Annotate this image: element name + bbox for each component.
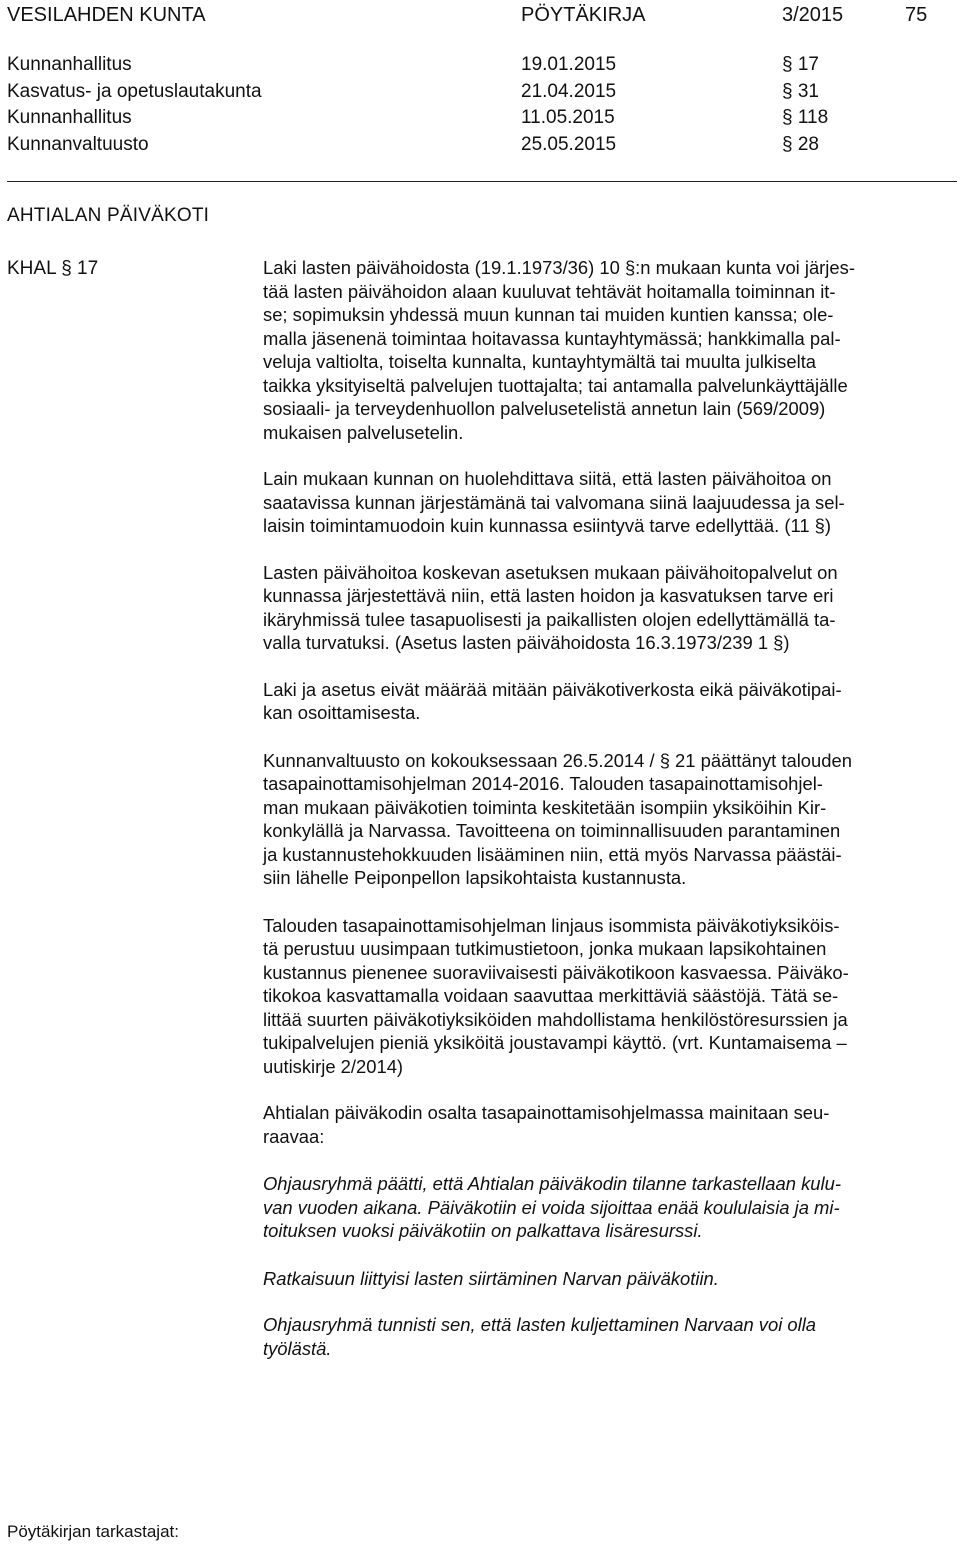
meeting-section: § 17 [782, 54, 819, 75]
paragraph-line: mukaisen palvelusetelin. [263, 421, 464, 443]
paragraph-line: taikka yksityiseltä palvelujen tuottajalta; tai antamalla palvelunkäyttäjälle [263, 374, 848, 396]
paragraph-line: tukipalvelujen pieniä yksiköitä joustavampi käyttö. (vrt. Kuntamaisema – [263, 1032, 847, 1053]
paragraph-line: Ohjausryhmä päätti, että Ahtialan päiväkodin tilanne tarkastellaan kulu- [263, 1173, 841, 1194]
paragraph-line: Laki lasten päivähoidosta (19.1.1973/36) 10 §:n mukaan kunta voi järjes- [263, 257, 855, 278]
paragraph-line: Laki ja asetus eivät määrää mitään päiväkotiverkosta eikä päiväkotipai- [263, 678, 842, 700]
meeting-body: Kunnanhallitus [7, 54, 132, 75]
meeting-date: 21.04.2015 [521, 80, 617, 102]
document-number: 3/2015 [782, 4, 844, 26]
paragraph-line: laisin toimintamuodoin kuin kunnassa esiintyvä tarve edellyttää. (11 §) [263, 515, 832, 536]
meeting-row [7, 132, 957, 159]
page-header [7, 2, 957, 30]
paragraph [263, 1101, 953, 1148]
paragraph-line: ikäryhmissä tulee tasapuolisesti ja paikallisten olojen edellyttämällä ta- [263, 608, 836, 630]
paragraph-line: Lasten päivähoitoa koskevan asetuksen mukaan päivähoitopalvelut on [263, 561, 838, 583]
municipality-name: VESILAHDEN KUNTA [7, 4, 206, 26]
paragraph-line: Talouden tasapainottamisohjelman linjaus isommista päiväkotiyksiköis- [263, 914, 840, 936]
paragraph [263, 1267, 953, 1291]
meeting-section: § 28 [782, 133, 819, 155]
paragraph-line: Kunnanvaltuusto on kokouksessaan 26.5.2014 / § 21 päättänyt talouden [263, 749, 852, 771]
paragraph-line: raavaa: [263, 1125, 325, 1147]
paragraph-line: uutiskirje 2/2014) [263, 1055, 404, 1077]
paragraph [263, 749, 953, 890]
paragraph-line: tä perustuu uusimpaan tutkimustietoon, jonka mukaan lapsikohtainen [263, 938, 827, 959]
paragraph-line: sosiaali- ja terveydenhuollon palvelusetelistä annetun lain (569/2009) [263, 398, 826, 419]
meeting-body: Kunnanhallitus [7, 107, 132, 128]
meeting-body: Kasvatus- ja opetuslautakunta [7, 80, 262, 102]
meeting-list [7, 52, 957, 158]
paragraph [263, 467, 953, 538]
paragraph-line: kustannus pienenee suoraviivaisesti päiväkotikoon kasvaessa. Päiväko- [263, 961, 849, 983]
paragraph [263, 561, 953, 655]
meeting-date: 11.05.2015 [521, 107, 615, 128]
paragraph-line: tasapainottamisohjelman 2014-2016. Talouden tasapainottamisohjel- [263, 773, 823, 794]
paragraph-line: littää suurten päiväkotiyksiköiden mahdollistama henkilöstöresurssien ja [263, 1008, 848, 1030]
paragraph-line: toituksen vuoksi päiväkotiin on palkattava lisäresurssi. [263, 1220, 703, 1241]
meeting-section: § 31 [782, 80, 819, 102]
page-number: 75 [905, 4, 928, 26]
paragraph-line: saatavissa kunnan järjestämänä tai valvomana siinä laajuudessa ja sel- [263, 491, 845, 513]
paragraph-line: malla jäsenenä toimintaa hoitavassa kuntayhtymässä; hankkimalla pal- [263, 327, 841, 349]
document-type: PÖYTÄKIRJA [521, 4, 646, 26]
paragraph-line: Ahtialan päiväkodin osalta tasapainottamisohjelmassa mainitaan seu- [263, 1102, 830, 1123]
paragraph-line: veluja valtiolta, toiselta kunnalta, kuntayhtymältä tai muulta julkiselta [263, 351, 817, 372]
footer-reviewers-label: Pöytäkirjan tarkastajat: [7, 1522, 179, 1541]
paragraph-line: työlästä. [263, 1337, 332, 1359]
paragraph-line: tikokoa kasvattamalla voidaan saavuttaa merkittäviä säästöjä. Tätä se- [263, 985, 839, 1006]
meeting-date: 25.05.2015 [521, 133, 617, 155]
paragraph-line: kunnassa järjestettävä niin, että lasten hoidon ja kasvatuksen tarve eri [263, 585, 834, 606]
meeting-row [7, 105, 957, 132]
paragraph [263, 1313, 953, 1360]
paragraph-line: Ohjausryhmä tunnisti sen, että lasten kuljettaminen Narvaan voi olla [263, 1314, 817, 1335]
paragraph [263, 914, 953, 1079]
paragraph-line: se; sopimuksin yhdessä muun kunnan tai muiden kuntien kanssa; ole- [263, 304, 834, 325]
body-text [263, 256, 953, 1360]
paragraph-line: konkylällä ja Narvassa. Tavoitteena on toiminnallisuuden parantaminen [263, 820, 841, 841]
header-divider [7, 181, 957, 182]
meeting-body: Kunnanvaltuusto [7, 133, 149, 155]
paragraph-line: ja kustannustehokkuuden lisääminen niin, että myös Narvassa päästäi- [263, 843, 842, 865]
meeting-date: 19.01.2015 [521, 54, 617, 75]
paragraph-line: kan osoittamisesta. [263, 702, 421, 723]
paragraph [263, 256, 953, 444]
meeting-row [7, 79, 957, 106]
paragraph-line: tää lasten päivähoidon alaan kuuluvat tehtävät hoitamalla toiminnan it- [263, 280, 836, 302]
khal-reference: KHAL § 17 [7, 258, 99, 279]
paragraph [263, 678, 953, 725]
paragraph-line: man mukaan päiväkotien toiminta keskitetään isompiin yksiköihin Kir- [263, 796, 827, 818]
paragraph-line: siin lähelle Peiponpellon lapsikohtaista kustannusta. [263, 867, 687, 888]
paragraph-line: valla turvatuksi. (Asetus lasten päivähoidosta 16.3.1973/239 1 §) [263, 632, 790, 653]
section-title: AHTIALAN PÄIVÄKOTI [7, 205, 210, 226]
meeting-row [7, 52, 957, 79]
paragraph [263, 1172, 953, 1243]
paragraph-line: van vuoden aikana. Päiväkotiin ei voida sijoittaa enää koululaisia ja mi- [263, 1196, 840, 1218]
meeting-section: § 118 [782, 107, 829, 128]
paragraph-line: Lain mukaan kunnan on huolehdittava siitä, että lasten päivähoitoa on [263, 468, 832, 489]
paragraph-line: Ratkaisuun liittyisi lasten siirtäminen Narvan päiväkotiin. [263, 1267, 719, 1289]
